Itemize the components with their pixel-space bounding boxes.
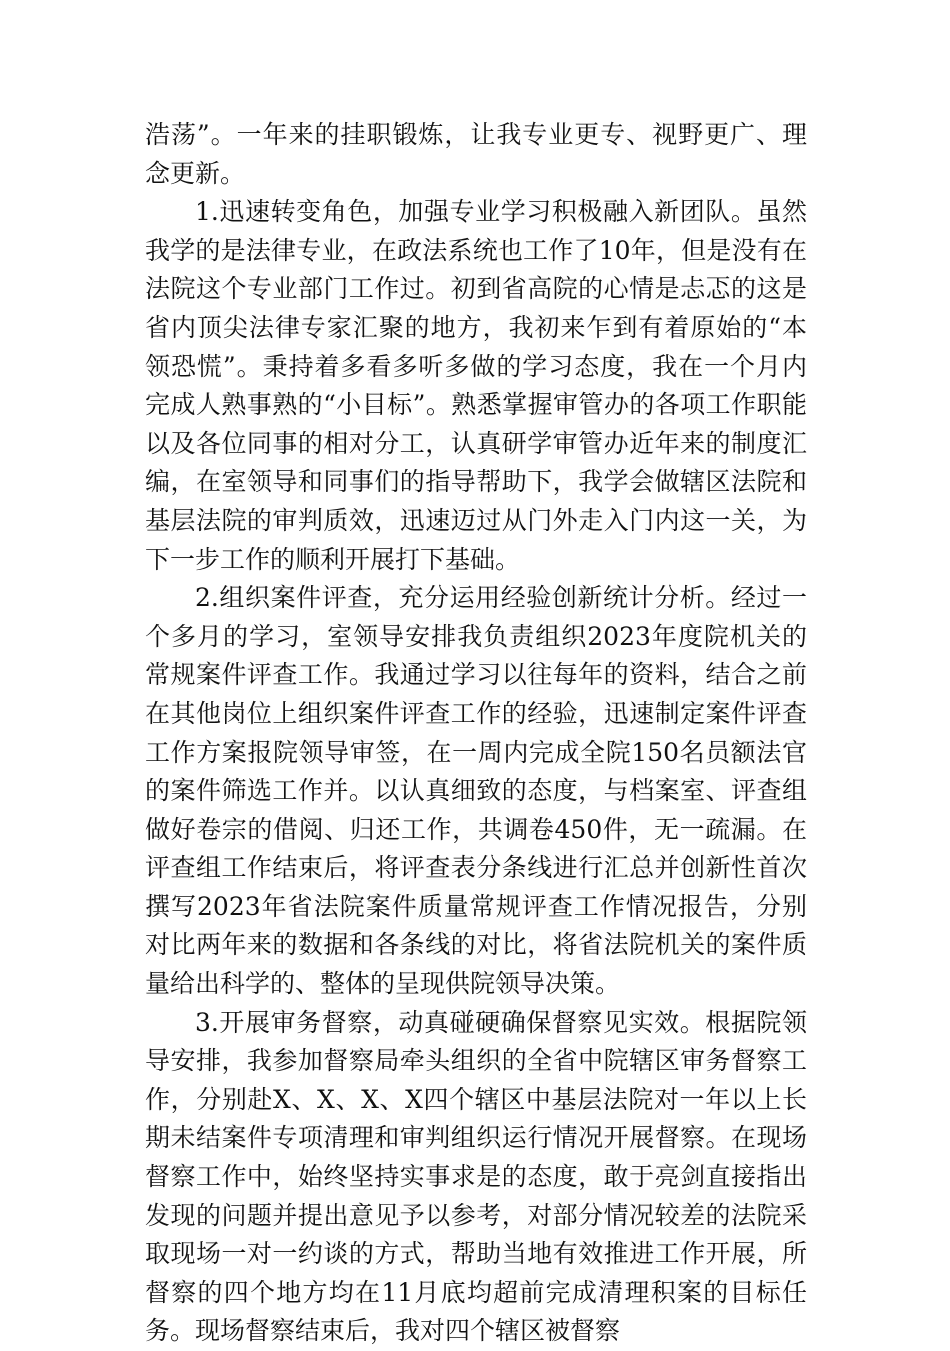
paragraph-continuation: 浩荡”。一年来的挂职锻炼，让我专业更专、视野更广、理念更新。	[145, 120, 807, 188]
paragraph-case-review: 2.组织案件评查，充分运用经验创新统计分析。经过一个多月的学习，室领导安排我负责组织2023年度院机关的常规案件评查工作。我通过学习以往每年的资料，结合之前在其他岗位上组织案件评查工作的经验，迅速制定案件评查工作方案报院领导审签，在一周内完成全院150名员额法官的案件筛选工作并。以认真细致的态度，与档案室、评查组做好卷宗的借阅、归还工作，共调卷450件，无一疏漏。在评查组工作结束后，将评查表分条线进行汇总并创新性首次撰写2023年省法院案件质量常规评查工作情况报告，分别对比两年来的数据和各条线的对比，将省法院机关的案件质量给出科学的、整体的呈现供院领导决策。	[145, 583, 807, 999]
paragraph-judicial-inspection: 3.开展审务督察，动真碰硬确保督察见实效。根据院领导安排，我参加督察局牵头组织的全省中院辖区审务督察工作，分别赴X、X、X、X四个辖区中基层法院对一年以上长期未结案件专项清理和审判组织运行情况开展督察。在现场督察工作中，始终坚持实事求是的态度，敢于亮剑直接指出发现的问题并提出意见予以参考，对部分情况较差的法院采取现场一对一约谈的方式，帮助当地有效推进工作开展，所督察的四个地方均在11月底均超前完成清理积案的目标任务。现场督察结束后，我对四个辖区被督察	[145, 1007, 807, 1346]
document-body	[145, 116, 807, 1351]
paragraph-role-transition: 1.迅速转变角色，加强专业学习积极融入新团队。虽然我学的是法律专业，在政法系统也工作了10年，但是没有在法院这个专业部门工作过。初到省高院的心情是忐忑的这是省内顶尖法律专家汇聚的地方，我初来乍到有着原始的“本领恐慌”。秉持着多看多听多做的学习态度，我在一个月内完成人熟事熟的“小目标”。熟悉掌握审管办的各项工作职能以及各位同事的相对分工，认真研学审管办近年来的制度汇编，在室领导和同事们的指导帮助下，我学会做辖区法院和基层法院的审判质效，迅速迈过从门外走入门内这一关，为下一步工作的顺利开展打下基础。	[145, 197, 807, 574]
